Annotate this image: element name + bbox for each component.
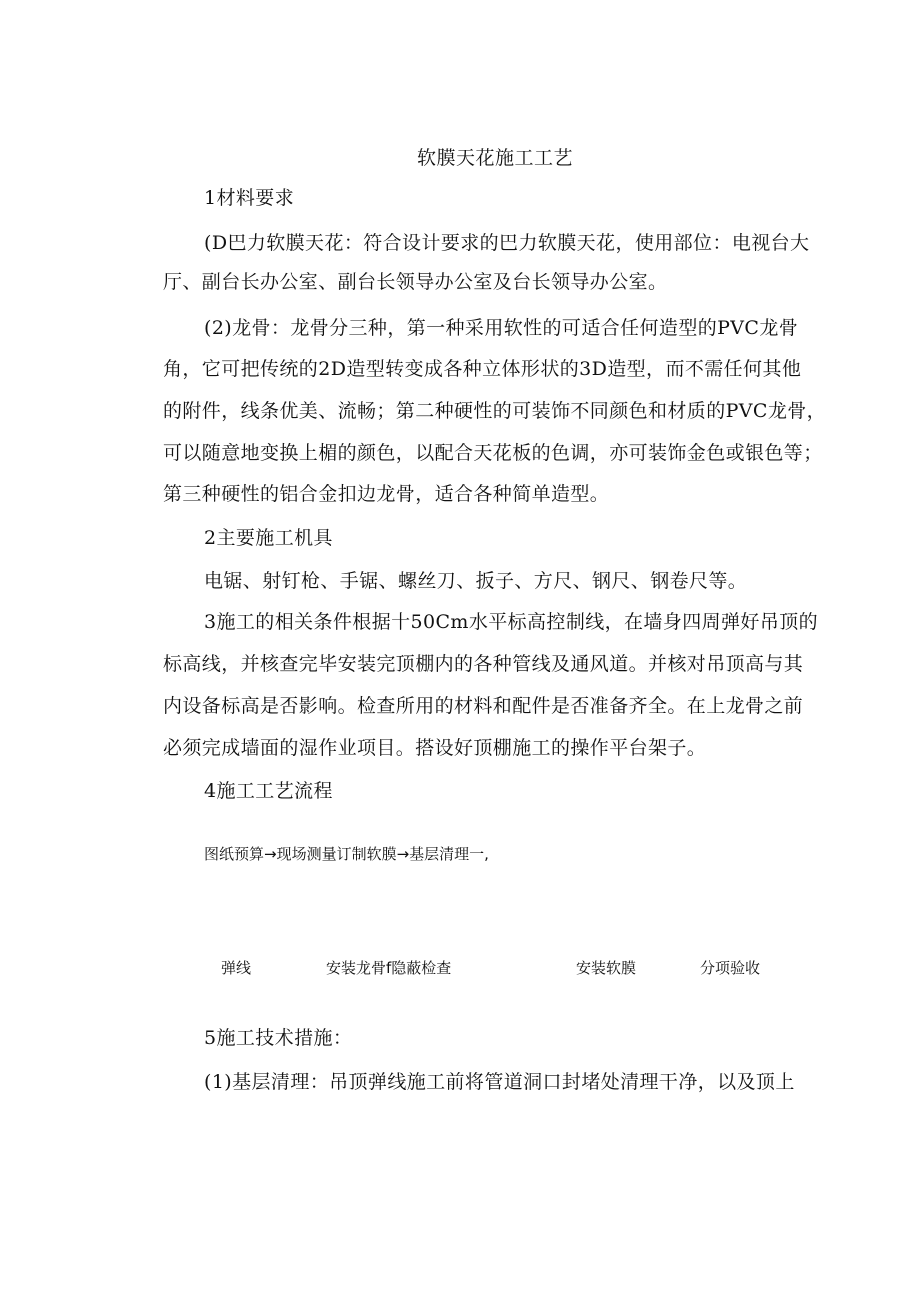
section-2-heading: 2主要施工机具 xyxy=(204,527,333,549)
paragraph-line: (1)基层清理：吊顶弹线施工前将管道洞口封堵处清理干净，以及顶上 xyxy=(204,1071,795,1093)
paragraph-line: 的附件，线条优美、流畅；第二种硬性的可装饰不同颜色和材质的PVC龙骨， xyxy=(163,400,827,422)
paragraph-line: 3施工的相关条件根据十50Cm水平标高控制线，在墙身四周弹好吊顶的 xyxy=(204,611,819,633)
paragraph-line: 可以随意地变换上楣的颜色，以配合天花板的色调，亦可装饰金色或银色等； xyxy=(163,442,823,464)
flow-row-1: 图纸预算→现场测量订制软膜→基层清理一, xyxy=(204,845,489,863)
paragraph-line: 标高线，并核查完毕安装完顶棚内的各种管线及通风道。并核对吊顶高与其 xyxy=(163,653,804,675)
flow-step: 安装龙骨f隐蔽检查 xyxy=(326,959,452,977)
paragraph-line: 第三种硬性的铝合金扣边龙骨，适合各种简单造型。 xyxy=(163,483,610,505)
paragraph-line: 厅、副台长办公室、副台长领导办公室及台长领导办公室。 xyxy=(163,271,668,293)
flow-step: 安装软膜 xyxy=(576,959,637,977)
flow-step: 弹线 xyxy=(221,959,252,977)
paragraph-line: 内设备标高是否影响。检查所用的材料和配件是否准备齐全。在上龙骨之前 xyxy=(163,695,804,717)
paragraph-line: (D巴力软膜天花：符合设计要求的巴力软膜天花，使用部位：电视台大 xyxy=(204,232,810,254)
document-title: 软膜天花施工工艺 xyxy=(416,147,573,169)
paragraph-line: 必须完成墙面的湿作业项目。搭设好顶棚施工的操作平台架子。 xyxy=(163,737,707,759)
tools-list: 电锯、射钉枪、手锯、螺丝刀、扳子、方尺、钢尺、钢卷尺等。 xyxy=(204,570,748,592)
flow-step: 分项验收 xyxy=(700,959,761,977)
paragraph-line: (2)龙骨：龙骨分三种，第一种采用软性的可适合任何造型的PVC龙骨 xyxy=(204,317,799,339)
section-4-heading: 4施工工艺流程 xyxy=(204,780,333,802)
section-5-heading: 5施工技术措施： xyxy=(204,1027,353,1049)
section-1-heading: 1材料要求 xyxy=(204,187,295,209)
paragraph-line: 角，它可把传统的2D造型转变成各种立体形状的3D造型，而不需任何其他 xyxy=(163,358,802,380)
